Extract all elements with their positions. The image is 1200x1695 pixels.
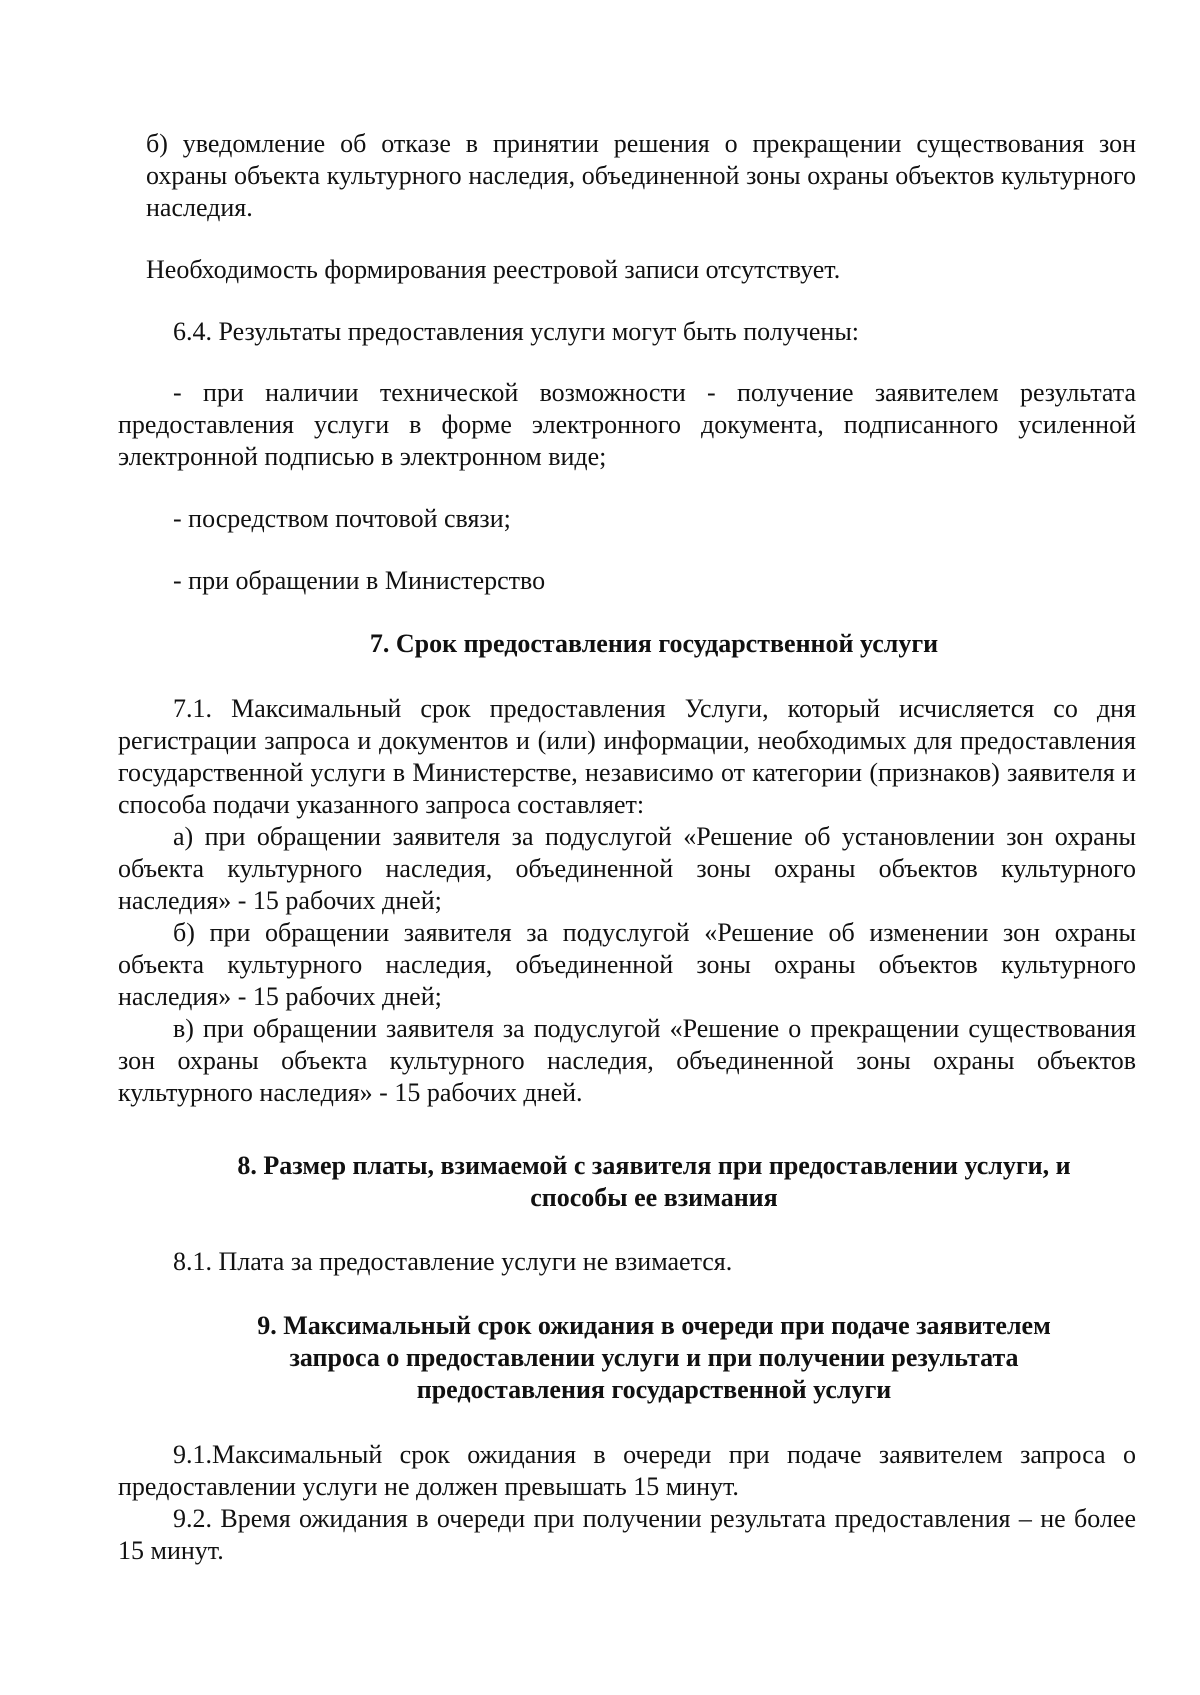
- section-8-heading: [118, 1150, 1190, 1214]
- section-9-heading-line-1: 9. Максимальный срок ожидания в очереди при подаче заявителем: [257, 1311, 1051, 1340]
- section-8-heading-line-2: способы ее взимания: [530, 1183, 778, 1212]
- p6-4-bullet-1: - при наличии технической возможности - получение заявителем результата предоставления услуги в форме электронного документа, подписанного усиленной электронной подписью в электронном виде;: [118, 378, 1136, 471]
- section-9-body: [118, 1439, 1136, 1567]
- p6-4-bullet-2: - посредством почтовой связи;: [173, 504, 511, 533]
- section-7-heading: 7. Срок предоставления государственной услуги: [369, 629, 939, 658]
- p6-4-bullet-3: - при обращении в Министерство: [173, 566, 546, 595]
- p7-1-a: а) при обращении заявителя за подуслугой «Решение об установлении зон охраны объекта культурного наследия, объединенной зоны охраны объектов культурного наследия» - 15 рабочих дней;: [118, 822, 1136, 915]
- section-8-heading-line-1: 8. Размер платы, взимаемой с заявителя при предоставлении услуги, и: [237, 1151, 1071, 1180]
- p9-1: 9.1.Максимальный срок ожидания в очереди при подаче заявителем запроса о предоставлении услуги не должен превышать 15 минут.: [118, 1440, 1136, 1501]
- p7-1: 7.1. Максимальный срок предоставления Услуги, который исчисляется со дня регистрации запроса и документов и (или) информации, необходимых для предоставления государственной услуги в Министерстве, независимо от категории (признаков) заявителя и способа подачи указанного запроса составляет:: [118, 694, 1136, 819]
- p8-1: 8.1. Плата за предоставление услуги не взимается.: [173, 1247, 733, 1276]
- item-b-notice: б) уведомление об отказе в принятии решения о прекращении существования зон охраны объекта культурного наследия, объединенной зоны охраны объектов культурного наследия.: [146, 129, 1136, 222]
- section-7-body: [118, 693, 1136, 1109]
- section-9-heading-line-2: запроса о предоставлении услуги и при получении результата: [289, 1343, 1019, 1372]
- section-9-heading-line-3: предоставления государственной услуги: [416, 1375, 892, 1404]
- p9-2: 9.2. Время ожидания в очереди при получении результата предоставления – не более 15 минут.: [118, 1504, 1136, 1565]
- p7-1-v: в) при обращении заявителя за подуслугой «Решение о прекращении существования зон охраны объекта культурного наследия, объединенной зоны охраны объектов культурного наследия» - 15 рабочих дней.: [118, 1014, 1136, 1107]
- registry-note: Необходимость формирования реестровой записи отсутствует.: [146, 255, 841, 284]
- section-9-heading: [118, 1310, 1190, 1406]
- p7-1-b: б) при обращении заявителя за подуслугой «Решение об изменении зон охраны объекта культурного наследия, объединенной зоны охраны объектов культурного наследия» - 15 рабочих дней;: [118, 918, 1136, 1011]
- p6-4-title: 6.4. Результаты предоставления услуги могут быть получены:: [173, 317, 860, 346]
